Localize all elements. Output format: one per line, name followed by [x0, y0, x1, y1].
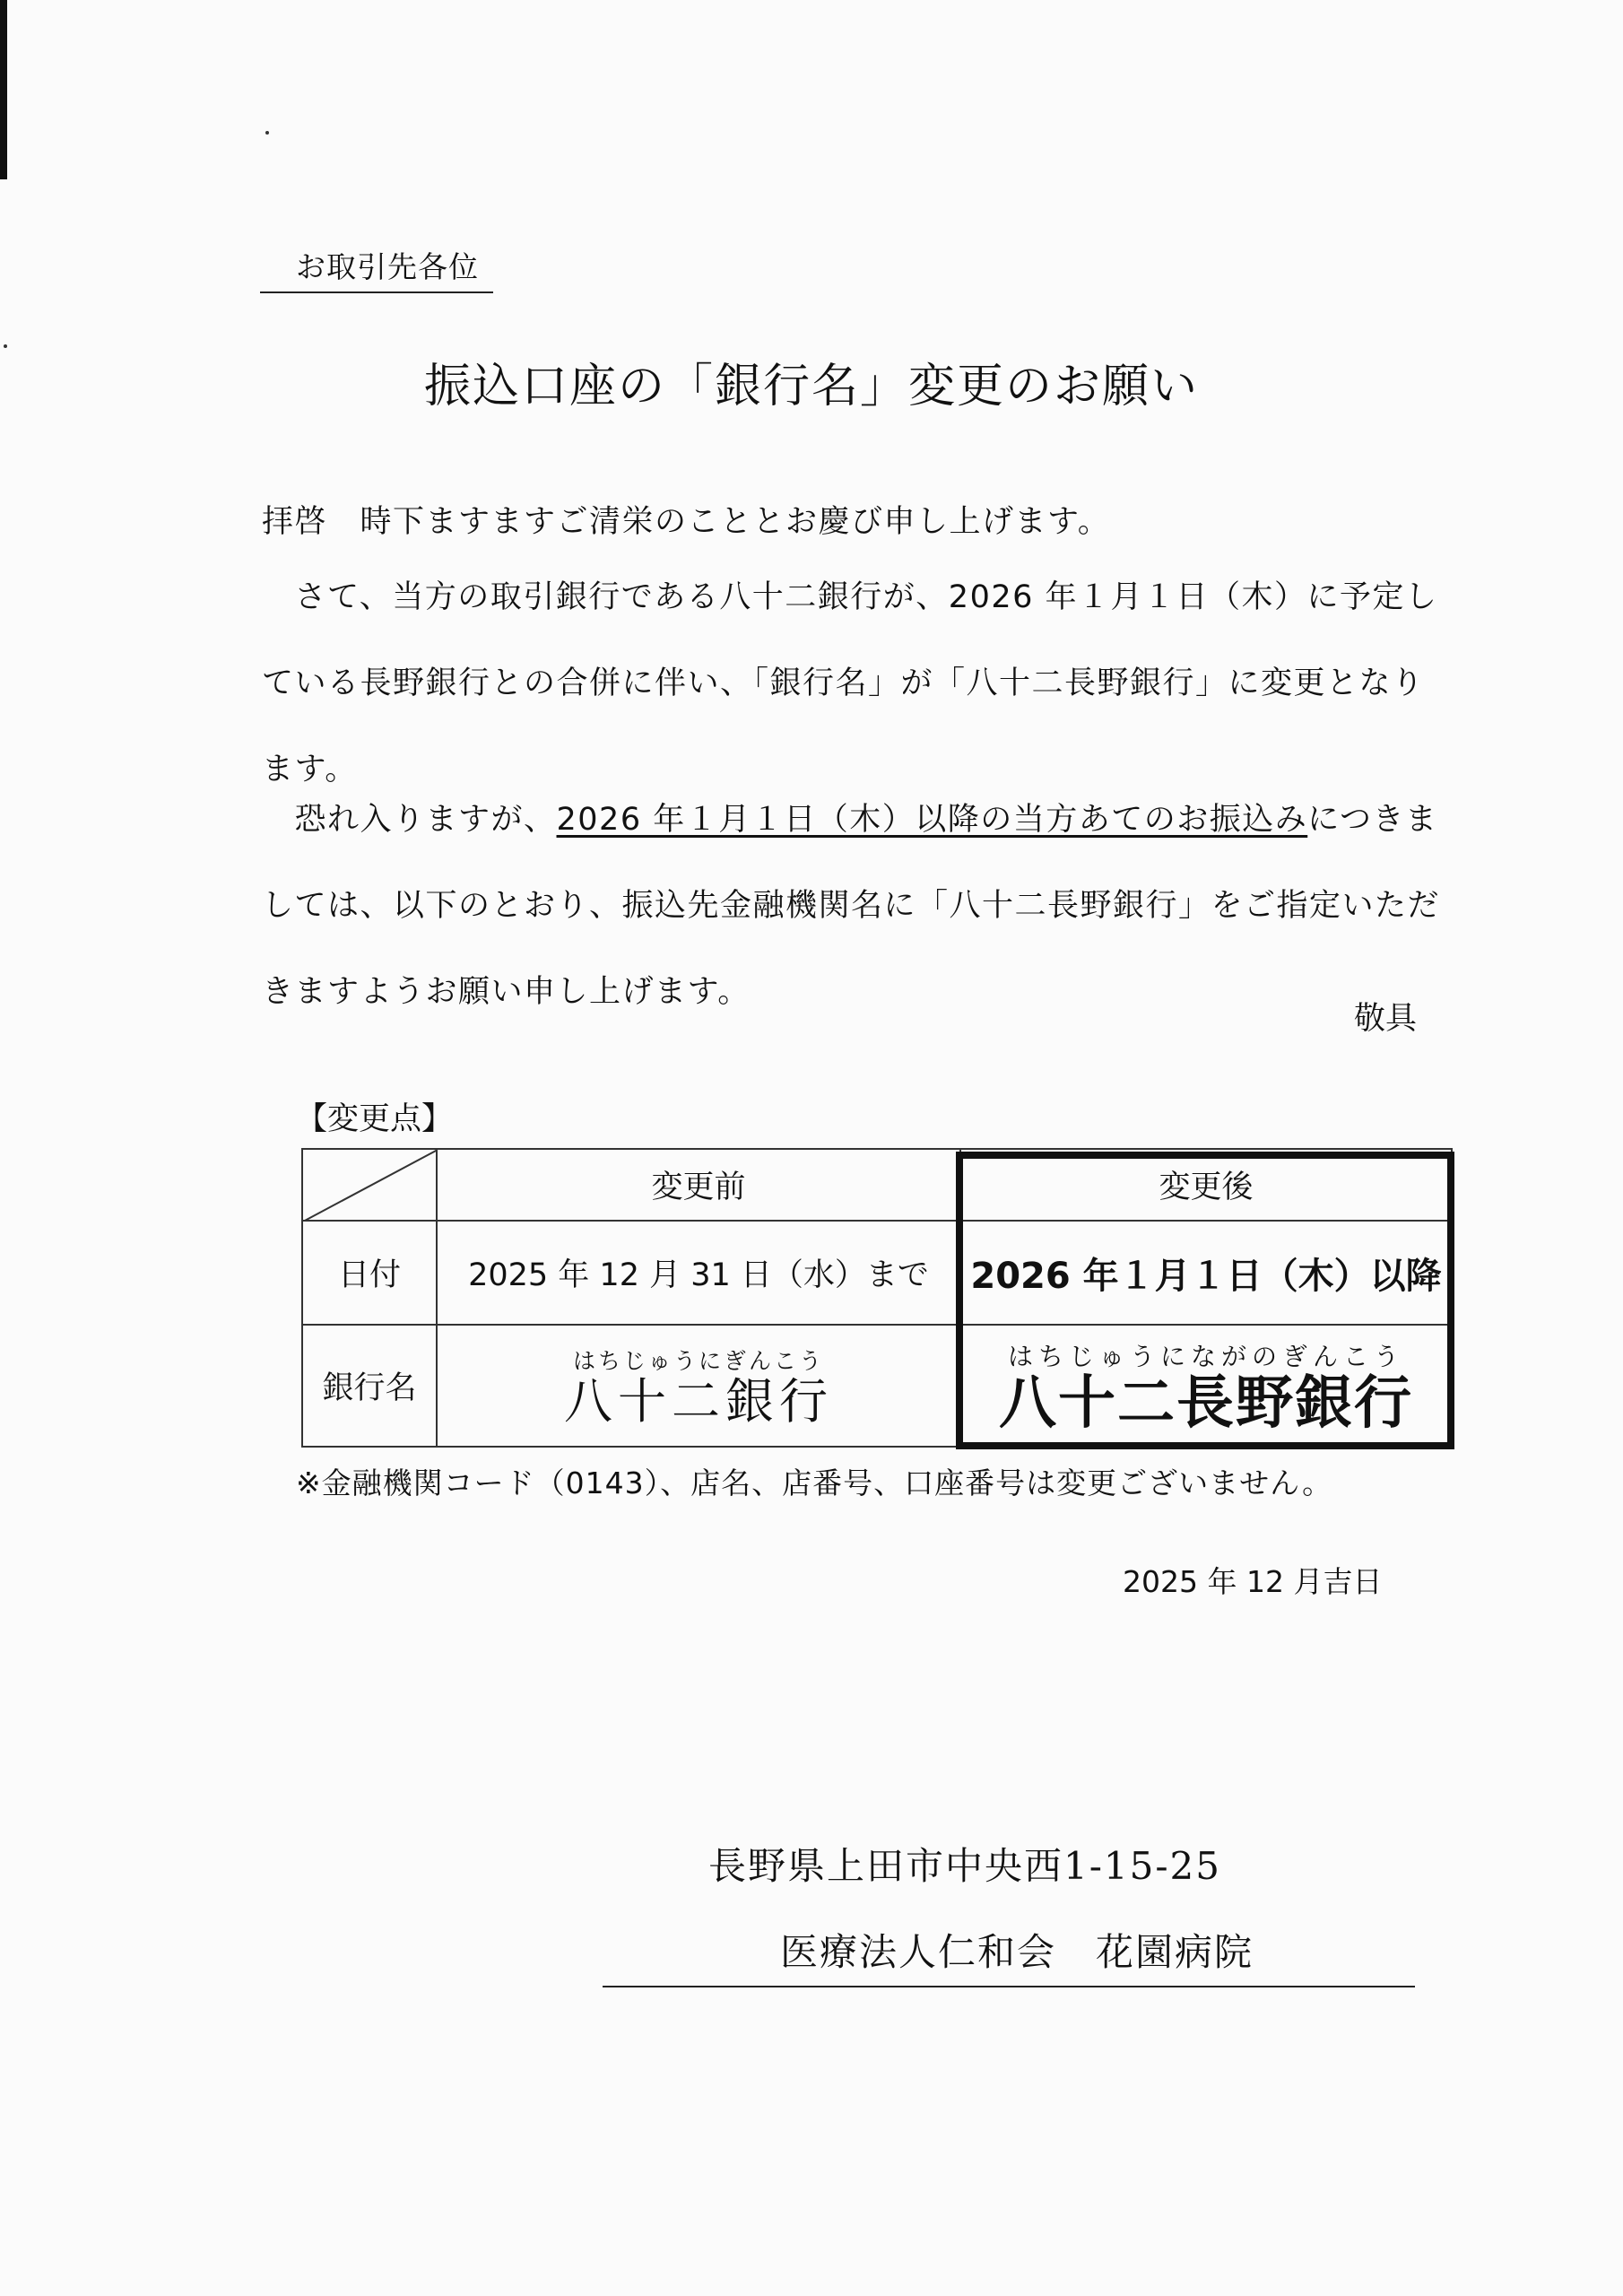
- row-label-date: 日付: [302, 1221, 437, 1325]
- paragraph-2-line: [262, 777, 1438, 863]
- bank-after-cell: [960, 1325, 1452, 1447]
- paragraph-2-line: しては、以下のとおり、振込先金融機関名に「八十二長野銀行」をご指定いただ: [262, 888, 1441, 924]
- change-section-label: 【変更点】: [296, 1101, 454, 1137]
- unchanged-note: ※金融機関コード（0143）、店名、店番号、口座番号は変更ございません。: [296, 1465, 1333, 1500]
- bank-after-name: 八十二長野銀行: [999, 1370, 1413, 1437]
- signature-line: [603, 1986, 1415, 1987]
- sender-name: 医療法人仁和会 花園病院: [780, 1930, 1254, 1974]
- addressee: お取引先各位: [260, 244, 493, 293]
- paragraph-2-line-post: につきま: [1307, 802, 1438, 838]
- document-title: 振込口座の「銀行名」変更のお願い: [423, 360, 1199, 413]
- date-after: 2026 年１月１日（木）以降: [960, 1221, 1452, 1325]
- date-before: 2025 年 12 月 31 日（水）まで: [437, 1221, 960, 1325]
- bank-before-name: 八十二銀行: [564, 1373, 833, 1430]
- bank-before-cell: [437, 1325, 960, 1447]
- table-row: [302, 1325, 1452, 1447]
- row-label-bank: 銀行名: [302, 1325, 437, 1447]
- scan-edge-mark: [0, 0, 7, 179]
- paragraph-1: [262, 554, 1438, 813]
- diagonal-line: [303, 1150, 438, 1222]
- table-row: [302, 1221, 1452, 1325]
- bank-before-reading: はちじゅうにぎんこう: [572, 1348, 824, 1374]
- scan-speck: [265, 131, 269, 135]
- closing-remark: 敬具: [1353, 1001, 1417, 1037]
- header-after: 変更後: [960, 1149, 1452, 1221]
- sender-address: 長野県上田市中央西1-15-25: [708, 1844, 1221, 1888]
- change-table: [301, 1148, 1453, 1448]
- paragraph-1-line: ます。: [262, 752, 358, 787]
- table-header-row: [302, 1149, 1452, 1221]
- paragraph-1-line: さて、当方の取引銀行である八十二銀行が、2026 年１月１日（木）に予定し: [262, 579, 1438, 615]
- issue-date: 2025 年 12 月吉日: [1123, 1564, 1383, 1599]
- paragraph-2: [262, 777, 1441, 1035]
- greeting: 拝啓 時下ますますご清栄のこととお慶び申し上げます。: [262, 504, 1111, 540]
- underlined-date-notice: 2026 年１月１日（木）以降の当方あてのお振込み: [556, 802, 1308, 838]
- paragraph-1-line: ている長野銀行との合併に伴い、「銀行名」が「八十二長野銀行」に変更となり: [262, 665, 1425, 701]
- paragraph-2-line: きますようお願い申し上げます。: [262, 974, 751, 1010]
- paragraph-2-line-pre: 恐れ入りますが、: [262, 802, 557, 838]
- bank-after-reading: はちじゅうにながのぎんこう: [1007, 1342, 1404, 1371]
- corner-cell: [302, 1149, 437, 1221]
- header-before: 変更前: [437, 1149, 960, 1221]
